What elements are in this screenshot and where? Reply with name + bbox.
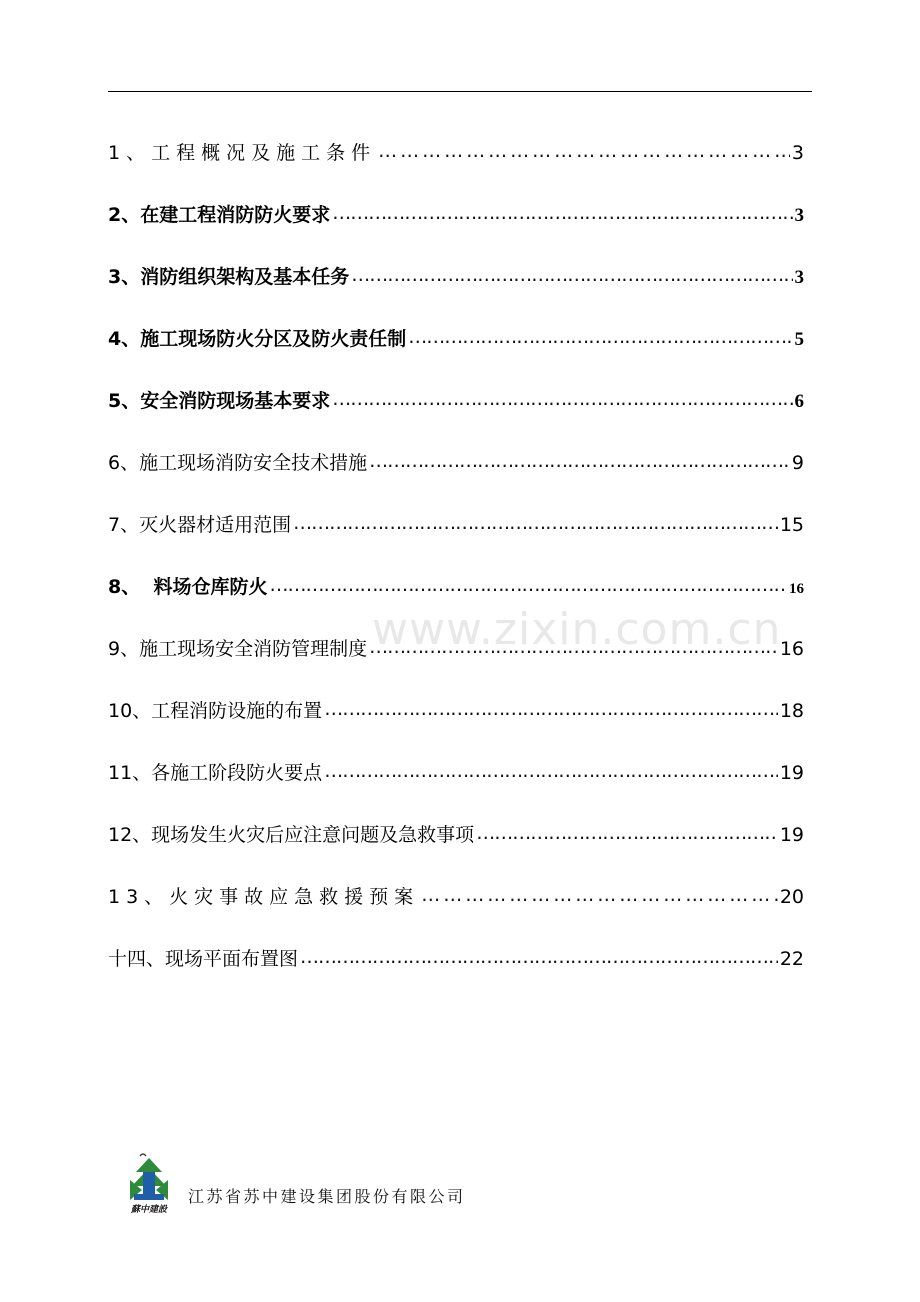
building-logo-icon [126,1150,172,1216]
toc-entry-title: 7、灭火器材适用范围 [108,514,292,536]
toc-leader-dots [332,194,792,232]
toc-entry-title: 1、工程概况及施工条件 [108,142,377,164]
svg-text:蘇中建設: 蘇中建設 [130,1205,168,1215]
toc-entry[interactable] [108,320,804,382]
toc-leader-dots [351,256,792,294]
toc-leader-dots [378,132,790,170]
toc-entry-page: 3 [794,205,804,226]
toc-entry-title: 4、施工现场防火分区及防火责任制 [108,328,407,350]
toc-entry[interactable] [108,444,804,506]
toc-entry[interactable] [108,258,804,320]
toc-entry[interactable] [108,134,804,196]
toc-leader-dots [421,876,778,914]
toc-entry[interactable] [108,940,804,1002]
toc-leader-dots [300,938,778,976]
toc-entry-title: 6、施工现场消防安全技术措施 [108,452,368,474]
toc-leader-dots [324,690,778,728]
toc-entry[interactable] [108,878,804,940]
toc-entry-page: 20 [779,886,804,908]
toc-entry[interactable] [108,692,804,754]
toc-entry-title: 十四、现场平面布置图 [108,948,299,970]
toc-entry[interactable] [108,754,804,816]
toc-entry-title: 9、施工现场安全消防管理制度 [108,638,368,660]
toc-entry[interactable] [108,382,804,444]
toc-leader-dots [476,814,778,852]
toc-entry-page: 3 [794,267,804,288]
toc-entry-title: 10、工程消防设施的布置 [108,700,323,722]
toc-entry-page: 19 [779,824,804,846]
company-logo [126,1150,172,1216]
toc-entry-page: 5 [794,329,804,350]
toc-leader-dots [332,380,792,418]
toc-entry-page: 18 [779,700,804,722]
toc-entry-page: 16 [789,581,804,597]
toc-leader-dots [293,504,778,542]
company-name: 江苏省苏中建设集团股份有限公司 [188,1187,466,1206]
toc-leader-dots [369,442,790,480]
toc-entry-page: 15 [779,514,804,536]
toc-leader-dots [369,628,778,666]
toc-entry-title: 11、各施工阶段防火要点 [108,762,323,784]
toc-entry-page: 22 [779,948,804,970]
toc-entry-page: 16 [779,638,804,660]
toc-leader-dots [269,566,787,604]
toc-entry-page: 19 [779,762,804,784]
toc-entry[interactable] [108,506,804,568]
top-divider [108,91,812,92]
toc-entry-page: 6 [794,391,804,412]
toc-entry[interactable] [108,568,804,630]
toc-entry-title: 13、火灾事故应急救援预案 [108,886,420,908]
toc-entry-page: 9 [791,452,804,474]
toc-entry[interactable] [108,630,804,692]
toc-entry-page: 3 [791,142,804,164]
toc-entry-title: 5、安全消防现场基本要求 [108,390,331,412]
toc-entry[interactable] [108,196,804,258]
toc-entry-title: 3、消防组织架构及基本任务 [108,266,350,288]
toc-entry-title: 12、现场发生火灾后应注意问题及急救事项 [108,824,475,846]
toc-entry-title: 8、 料场仓库防火 [108,576,268,598]
toc-leader-dots [324,752,778,790]
toc-entry-title: 2、在建工程消防防火要求 [108,204,331,226]
watermark: www.zixin.com.cn [372,604,782,655]
toc-entry[interactable] [108,816,804,878]
table-of-contents [108,134,804,1002]
toc-leader-dots [408,318,792,356]
